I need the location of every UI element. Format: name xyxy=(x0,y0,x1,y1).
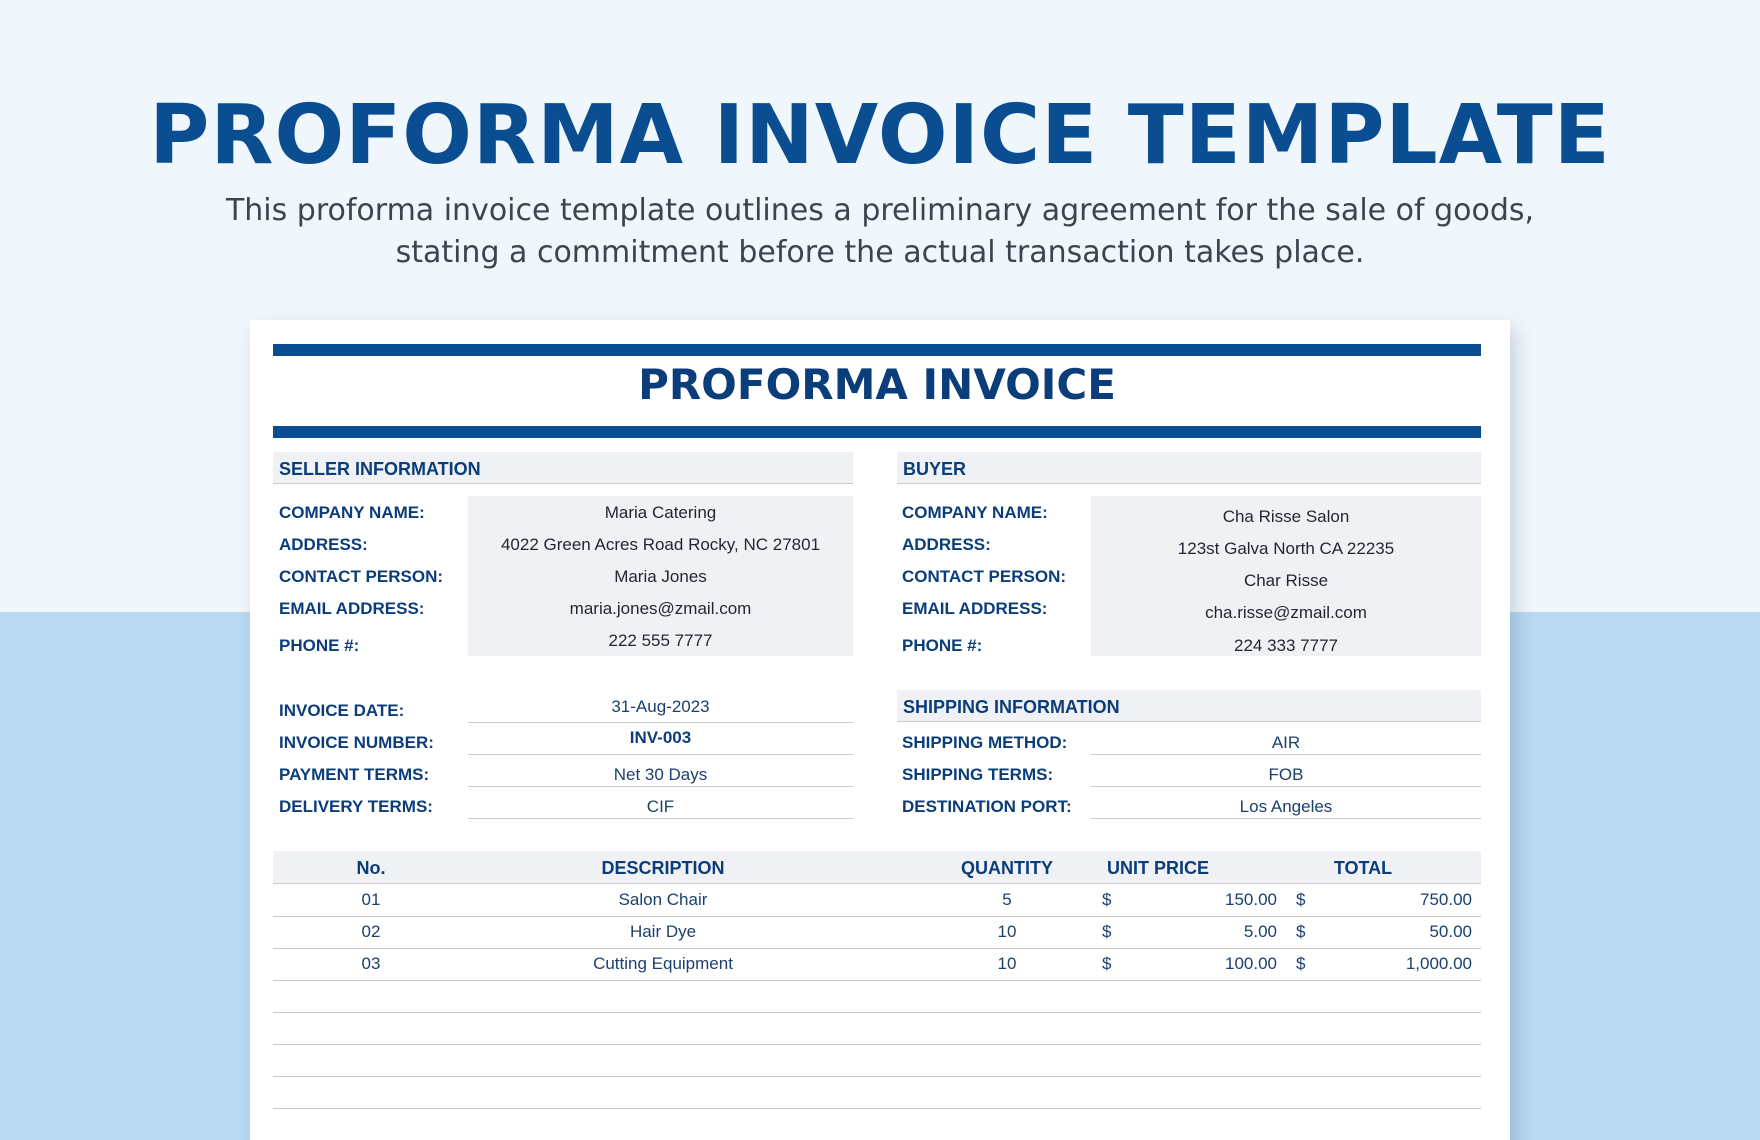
row-3-currency: $ xyxy=(1102,954,1112,973)
row-1-total-currency: $ xyxy=(1296,890,1306,909)
shipping-heading: SHIPPING INFORMATION xyxy=(897,690,1481,722)
title-bar-top xyxy=(273,344,1481,356)
row-1-no: 01 xyxy=(361,890,381,909)
buyer-phone-value: 224 333 7777 xyxy=(1234,636,1338,655)
column-header-quantity: QUANTITY xyxy=(961,858,1053,878)
invoice-number-value: INV-003 xyxy=(629,728,692,747)
seller-label-phone: PHONE #: xyxy=(279,636,360,655)
items-table-header xyxy=(273,851,1481,884)
invoice-title: PROFORMA INVOICE xyxy=(638,360,1116,409)
subtitle-line-2: stating a commitment before the actual transaction takes place. xyxy=(395,235,1365,270)
underline xyxy=(468,818,853,819)
table-row-divider xyxy=(273,948,1481,949)
seller-label-email: EMAIL ADDRESS: xyxy=(279,599,425,618)
table-row-divider xyxy=(273,1012,1481,1013)
buyer-label-email: EMAIL ADDRESS: xyxy=(902,599,1048,618)
buyer-contact-value: Char Risse xyxy=(1243,571,1329,590)
row-2-currency: $ xyxy=(1102,922,1112,941)
shipping-method-label: SHIPPING METHOD: xyxy=(902,733,1068,752)
seller-company-value: Maria Catering xyxy=(604,503,717,522)
buyer-address-value: 123st Galva North CA 22235 xyxy=(1177,539,1395,558)
buyer-label-address: ADDRESS: xyxy=(902,535,991,554)
column-header-total: TOTAL xyxy=(1333,858,1393,878)
payment-terms-label: PAYMENT TERMS: xyxy=(279,765,430,784)
underline xyxy=(468,722,853,723)
table-row-divider xyxy=(273,1076,1481,1077)
seller-address-value: 4022 Green Acres Road Rocky, NC 27801 xyxy=(500,535,821,554)
row-1-description: Salon Chair xyxy=(618,890,708,909)
shipping-method-value: AIR xyxy=(1271,733,1301,752)
seller-phone-value: 222 555 7777 xyxy=(608,631,713,650)
row-2-total: 50.00 xyxy=(1429,922,1472,941)
row-2-description: Hair Dye xyxy=(629,922,697,941)
seller-label-address: ADDRESS: xyxy=(279,535,368,554)
invoice-number-label: INVOICE NUMBER: xyxy=(279,733,434,752)
buyer-label-company: COMPANY NAME: xyxy=(902,503,1048,522)
page-subtitle xyxy=(180,190,1580,274)
row-2-no: 02 xyxy=(361,922,381,941)
invoice-sheet xyxy=(250,320,1510,1140)
invoice-date-value: 31-Aug-2023 xyxy=(611,697,710,716)
underline xyxy=(1091,786,1481,787)
shipping-terms-value: FOB xyxy=(1268,765,1304,784)
invoice-date-label: INVOICE DATE: xyxy=(279,701,405,720)
column-header-description: DESCRIPTION xyxy=(601,858,725,878)
delivery-terms-label: DELIVERY TERMS: xyxy=(279,797,433,816)
row-3-total: 1,000.00 xyxy=(1405,954,1472,973)
underline xyxy=(468,786,853,787)
column-header-no: No. xyxy=(356,858,386,878)
row-1-quantity: 5 xyxy=(1002,890,1012,909)
buyer-company-value: Cha Risse Salon xyxy=(1222,507,1350,526)
row-3-unit-price: 100.00 xyxy=(1225,954,1277,973)
seller-email-value: maria.jones@zmail.com xyxy=(569,599,752,618)
table-row-divider xyxy=(273,916,1481,917)
buyer-label-contact: CONTACT PERSON: xyxy=(902,567,1067,586)
delivery-terms-value: CIF xyxy=(646,797,675,816)
underline xyxy=(1091,754,1481,755)
table-row-divider xyxy=(273,980,1481,981)
column-header-unit-price: UNIT PRICE xyxy=(1106,858,1209,878)
row-2-quantity: 10 xyxy=(997,922,1017,941)
seller-label-contact: CONTACT PERSON: xyxy=(279,567,444,586)
row-3-description: Cutting Equipment xyxy=(593,954,733,973)
row-3-total-currency: $ xyxy=(1296,954,1306,973)
buyer-heading: BUYER xyxy=(897,452,1481,484)
page-headline: PROFORMA INVOICE TEMPLATE xyxy=(149,88,1611,183)
destination-port-label: DESTINATION PORT: xyxy=(902,797,1072,816)
table-row-divider xyxy=(273,1108,1481,1109)
subtitle-line-1: This proforma invoice template outlines a preliminary agreement for the sale of goods, xyxy=(225,193,1535,228)
payment-terms-value: Net 30 Days xyxy=(613,765,708,784)
row-3-quantity: 10 xyxy=(997,954,1017,973)
row-1-currency: $ xyxy=(1102,890,1112,909)
seller-label-company: COMPANY NAME: xyxy=(279,503,425,522)
title-bar-bottom xyxy=(273,426,1481,438)
row-2-total-currency: $ xyxy=(1296,922,1306,941)
seller-contact-value: Maria Jones xyxy=(614,567,707,586)
table-row-divider xyxy=(273,1044,1481,1045)
buyer-label-phone: PHONE #: xyxy=(902,636,983,655)
underline xyxy=(1091,818,1481,819)
row-3-no: 03 xyxy=(361,954,381,973)
shipping-terms-label: SHIPPING TERMS: xyxy=(902,765,1054,784)
destination-port-value: Los Angeles xyxy=(1239,797,1333,816)
buyer-email-value: cha.risse@zmail.com xyxy=(1205,603,1367,622)
underline xyxy=(468,754,853,755)
row-1-unit-price: 150.00 xyxy=(1225,890,1277,909)
row-1-total: 750.00 xyxy=(1420,890,1472,909)
seller-heading: SELLER INFORMATION xyxy=(273,452,853,484)
row-2-unit-price: 5.00 xyxy=(1243,922,1277,941)
